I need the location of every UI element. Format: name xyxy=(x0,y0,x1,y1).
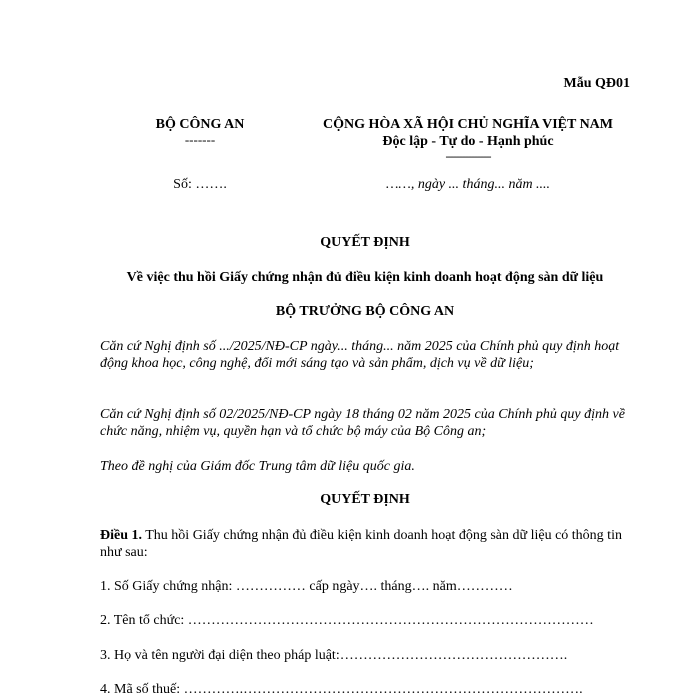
field-organization-name: 2. Tên tổ chức: …………………………………………………………………………… xyxy=(100,613,594,628)
article-1 xyxy=(100,527,628,561)
issue-date: ……, ngày ... tháng... năm .... xyxy=(385,177,551,192)
document-title: QUYẾT ĐỊNH xyxy=(320,235,410,250)
ministry-rule: ------- xyxy=(184,132,216,147)
issuing-authority: BỘ TRƯỞNG BỘ CÔNG AN xyxy=(275,304,455,319)
article-1-label: Điều 1. xyxy=(100,528,142,543)
legal-basis-1: Căn cứ Nghị định số .../2025/NĐ-CP ngày... tháng... năm 2025 của Chính phủ quy định hoạt động khoa học, công nghệ, đổi mới sáng tạo và sản phẩm, dịch vụ về dữ liệu; xyxy=(100,339,620,371)
country-name: CỘNG HÒA XÃ HỘI CHỦ NGHĨA VIỆT NAM xyxy=(322,117,613,132)
field-tax-code: 4. Mã số thuế: ………….………………………………………………………………. xyxy=(100,682,583,697)
proposal-basis: Theo đề nghị của Giám đốc Trung tâm dữ liệu quốc gia. xyxy=(100,459,415,474)
ministry-name: BỘ CÔNG AN xyxy=(155,117,245,132)
motto-rule: --------------- xyxy=(445,149,491,163)
article-1-text: Thu hồi Giấy chứng nhận đủ điều kiện kinh doanh hoạt động sàn dữ liệu có thông tin như sau: xyxy=(100,528,622,560)
legal-basis-2: Căn cứ Nghị định số 02/2025/NĐ-CP ngày 18 tháng 02 năm 2025 của Chính phủ quy định về chức năng, nhiệm vụ, quyền hạn và tổ chức bộ máy của Bộ Công an; xyxy=(100,407,625,439)
document-subtitle: Về việc thu hồi Giấy chứng nhận đủ điều kiện kinh doanh hoạt động sàn dữ liệu xyxy=(126,270,604,285)
document-number: Số: ……. xyxy=(173,177,227,192)
form-code: Mẫu QĐ01 xyxy=(563,76,630,91)
field-legal-representative: 3. Họ và tên người đại diện theo pháp luật:…………………………………………. xyxy=(100,648,568,663)
field-certificate-number: 1. Số Giấy chứng nhận: …………… cấp ngày…. tháng…. năm………… xyxy=(100,579,513,594)
national-motto: Độc lập - Tự do - Hạnh phúc xyxy=(382,134,554,149)
decision-heading: QUYẾT ĐỊNH xyxy=(320,492,410,507)
